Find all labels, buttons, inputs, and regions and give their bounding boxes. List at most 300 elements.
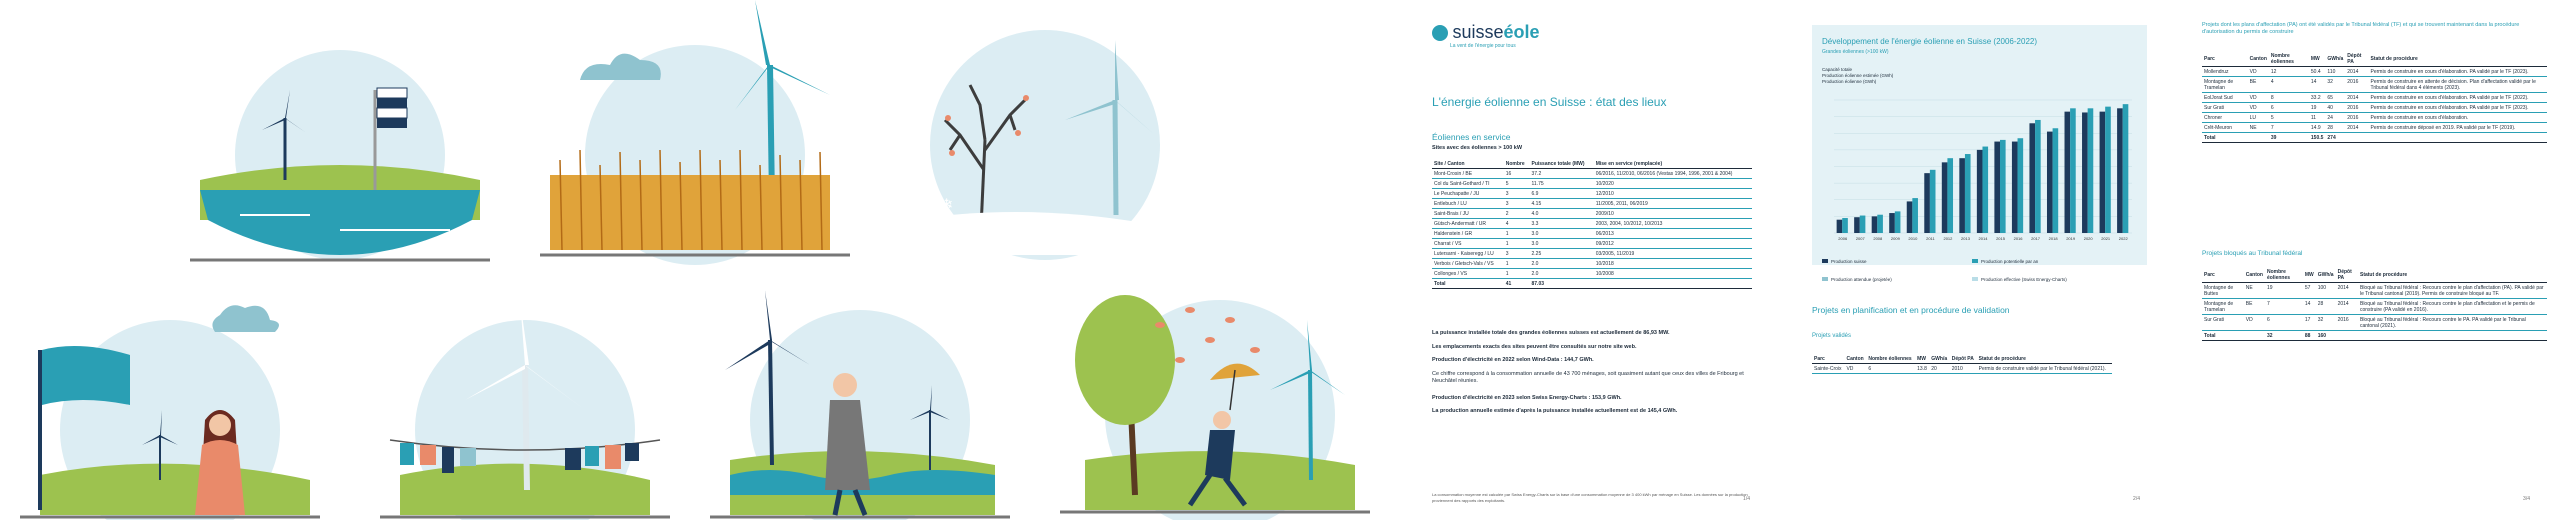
illustration-sea-windsock xyxy=(190,40,490,275)
table-cell: 14.9 xyxy=(2309,123,2326,133)
table-row xyxy=(2202,93,2547,103)
bar xyxy=(1924,173,1930,233)
bar xyxy=(1982,147,1988,233)
table-cell: 57 xyxy=(2303,283,2316,299)
table-cell: 32 xyxy=(2316,315,2336,331)
table-row xyxy=(2202,123,2547,133)
table-header-cell: Statut de procédure xyxy=(1977,355,2112,364)
table-cell: 1 xyxy=(1504,229,1530,239)
logo-icon xyxy=(1432,25,1448,41)
table-header-cell: Parc xyxy=(2202,268,2244,283)
table-header-cell: Site / Canton xyxy=(1432,160,1504,169)
table-cell: Mont-Crosin / BE xyxy=(1432,169,1504,179)
table-cell: VD xyxy=(2248,67,2269,77)
bar xyxy=(1872,216,1878,233)
bar xyxy=(2123,104,2129,233)
table-header-row xyxy=(1812,355,2112,364)
table-cell: Haldenstein / GR xyxy=(1432,229,1504,239)
logo-tagline: La vent de l'énergie pour tous xyxy=(1450,43,1516,49)
table-row xyxy=(1432,229,1752,239)
table-cell: 2.0 xyxy=(1530,259,1594,269)
table-row xyxy=(2202,283,2547,299)
illustration-woman-flag xyxy=(20,300,320,520)
table-cell: Mollendruz xyxy=(2202,67,2248,77)
chart-box xyxy=(1812,25,2147,282)
bar xyxy=(1965,154,1971,233)
table-cell: 41 xyxy=(1504,279,1530,289)
table-cell: 7 xyxy=(2269,123,2309,133)
table-cell: 274 xyxy=(2325,133,2345,143)
x-tick-label: 2019 xyxy=(2066,236,2076,241)
table-cell: Le Peuchapatte / JU xyxy=(1432,189,1504,199)
bar xyxy=(2088,108,2094,233)
table-cell: 13.8 xyxy=(1915,364,1929,374)
table-cell: NE xyxy=(2248,123,2269,133)
table-total-row xyxy=(2202,331,2547,341)
table-cell: 2014 xyxy=(2336,283,2358,299)
page-title: L'énergie éolienne en Suisse : état des lieux xyxy=(1432,95,1667,109)
table-cell: 65 xyxy=(2325,93,2345,103)
bar xyxy=(1912,198,1918,233)
table-header-cell: Nombre éoliennes xyxy=(2265,268,2303,283)
table-header-cell: Mise en service (remplacée) xyxy=(1594,160,1752,169)
table-cell: 32 xyxy=(2325,77,2345,93)
table-cell: 3.0 xyxy=(1530,239,1594,249)
table-cell: 4 xyxy=(2269,77,2309,93)
legend-label: Production potentielle par an xyxy=(1981,259,2039,264)
logo-text: suisse xyxy=(1452,22,1504,42)
table-cell xyxy=(2369,133,2548,143)
table-cell: 4.15 xyxy=(1530,199,1594,209)
table-cell: 5 xyxy=(2269,113,2309,123)
table-row xyxy=(1432,189,1752,199)
installations-table xyxy=(1432,160,1752,289)
table-header-row xyxy=(1432,160,1752,169)
table-row xyxy=(2202,103,2547,113)
table-cell: 10/2018 xyxy=(1594,259,1752,269)
table-cell: Entlebuch / LU xyxy=(1432,199,1504,209)
table-header-cell: GWh/a xyxy=(2325,52,2345,67)
legend-item xyxy=(1972,259,2122,264)
table-cell: Lutersarni - Kaiseregg / LU xyxy=(1432,249,1504,259)
table-header-cell: Nombre éoliennes xyxy=(1866,355,1915,364)
table-cell: 39 xyxy=(2269,133,2309,143)
table-cell: 6 xyxy=(2265,315,2303,331)
table-cell: Permis de construire en cours d'élaboration. xyxy=(2369,113,2548,123)
table-cell: 11/2005, 2011, 06/2019 xyxy=(1594,199,1752,209)
table-cell: 20 xyxy=(1929,364,1949,374)
x-tick-label: 2008 xyxy=(1873,236,1883,241)
table-cell: 12 xyxy=(2269,67,2309,77)
table-cell: 2009/10 xyxy=(1594,209,1752,219)
table-header-cell: Dépôt PA xyxy=(1950,355,1977,364)
legend-swatch xyxy=(1822,259,1828,263)
table-cell: 2016 xyxy=(2345,103,2368,113)
document-page-3 xyxy=(2180,0,2560,520)
table-cell: 24 xyxy=(2325,113,2345,123)
approved-projects-table xyxy=(2202,52,2547,143)
table-header-row xyxy=(2202,268,2547,283)
table-cell: 2014 xyxy=(2336,299,2358,315)
table-cell: Chroner xyxy=(2202,113,2248,123)
bar xyxy=(1947,158,1953,233)
table-cell: 28 xyxy=(2325,123,2345,133)
table-cell: 28 xyxy=(2316,299,2336,315)
svg-text:❄: ❄ xyxy=(1150,59,1161,73)
paragraph: La production annuelle estimée d'après la puissance installée actuellement est de 145,4 GWh. xyxy=(1432,408,1678,414)
table-cell: Verbois / Gletsch-Vals / VS xyxy=(1432,259,1504,269)
page-number: 2/4 xyxy=(2133,496,2140,502)
table-cell: Saint-Brais / JU xyxy=(1432,209,1504,219)
table-cell: 03/2005, 11/2019 xyxy=(1594,249,1752,259)
table-cell: 6 xyxy=(2269,103,2309,113)
table-cell: 50.4 xyxy=(2309,67,2326,77)
table-cell: 5 xyxy=(1504,179,1530,189)
table-cell xyxy=(2248,133,2269,143)
table-cell: 10/2008 xyxy=(1594,269,1752,279)
document-page-1 xyxy=(1410,0,1780,520)
table-header-cell: Canton xyxy=(1844,355,1866,364)
bar xyxy=(1889,213,1895,233)
table-cell: Col du Saint-Gothard / TI xyxy=(1432,179,1504,189)
x-tick-label: 2009 xyxy=(1890,236,1900,241)
table-cell xyxy=(2358,331,2547,341)
table-total-row xyxy=(2202,133,2547,143)
table-cell: 06/2013 xyxy=(1594,229,1752,239)
table-cell: Permis de construire en cours d'élaboration. PA validé par le TF (2023). xyxy=(2369,67,2548,77)
paragraph: Les emplacements exacts des sites peuvent être consultés sur notre site web. xyxy=(1432,343,1637,350)
table-row xyxy=(1432,199,1752,209)
x-tick-label: 2013 xyxy=(1961,236,1970,241)
table-cell: 1 xyxy=(1504,239,1530,249)
table-cell: 7 xyxy=(2265,299,2303,315)
chart-subtitle: Grandes éoliennes (>100 kW) xyxy=(1822,49,1889,55)
svg-text:❄: ❄ xyxy=(940,195,954,214)
table-cell: 09/2012 xyxy=(1594,239,1752,249)
paragraph: Production d'électricité en 2022 selon Wind-Data : 144,7 GWh. xyxy=(1432,357,1594,363)
table-cell: 06/2016, 11/2010, 06/2016 (Vestas 1994, 1996, 2001 & 2004) xyxy=(1594,169,1752,179)
bar xyxy=(2012,142,2018,233)
x-tick-label: 2021 xyxy=(2101,236,2111,241)
table-row xyxy=(2202,299,2547,315)
legend-label: Production suisse xyxy=(1831,259,1867,264)
x-tick-label: 2018 xyxy=(2048,236,2058,241)
table-row xyxy=(1432,239,1752,249)
blocked-projects-table xyxy=(2202,268,2547,341)
x-tick-label: 2010 xyxy=(1908,236,1918,241)
table-cell: Total xyxy=(2202,133,2248,143)
table-cell: 3 xyxy=(1504,199,1530,209)
page-number: 3/4 xyxy=(2523,496,2530,502)
table-cell: 2.0 xyxy=(1530,269,1594,279)
section-heading: Projets en planification et en procédure de validation xyxy=(1812,305,2010,315)
wheat-field xyxy=(550,175,830,250)
table-cell: LU xyxy=(2248,113,2269,123)
bar xyxy=(2035,120,2041,233)
table-header-cell: Canton xyxy=(2244,268,2265,283)
table-cell: 3 xyxy=(1504,189,1530,199)
validated-projects-table xyxy=(1812,355,2112,374)
table-cell: BE xyxy=(2248,77,2269,93)
table-cell: 16 xyxy=(1504,169,1530,179)
table-cell: VD xyxy=(2248,103,2269,113)
table-cell: 4.0 xyxy=(1530,209,1594,219)
table-row xyxy=(1432,169,1752,179)
table-cell: 32 xyxy=(2265,331,2303,341)
table-cell: 2016 xyxy=(2336,315,2358,331)
table-header-cell: Dépôt PA xyxy=(2345,52,2368,67)
chart-legend-bottom xyxy=(1822,250,2142,286)
x-tick-label: 2006 xyxy=(1838,236,1848,241)
table-row xyxy=(1432,259,1752,269)
table-row xyxy=(2202,77,2547,93)
paragraphs xyxy=(1432,330,1762,422)
x-tick-label: 2011 xyxy=(1926,236,1935,241)
table-cell: 10/2020 xyxy=(1594,179,1752,189)
table-cell: 2 xyxy=(1504,209,1530,219)
table-cell xyxy=(2244,331,2265,341)
table-row xyxy=(2202,315,2547,331)
table-header-cell: Nombre xyxy=(1504,160,1530,169)
table-cell: Montagne de Tramelan xyxy=(2202,77,2248,93)
bar xyxy=(1959,158,1965,233)
bar xyxy=(1942,162,1948,233)
table-cell: Montagne de Tramelan xyxy=(2202,299,2244,315)
table-cell: 3 xyxy=(1504,249,1530,259)
bar xyxy=(2070,108,2076,233)
table-cell: NE xyxy=(2244,283,2265,299)
bar xyxy=(2053,128,2059,233)
table1-wrap xyxy=(2202,52,2547,143)
table-cell: 6 xyxy=(1866,364,1915,374)
table-cell: Gütsch-Andermatt / UR xyxy=(1432,219,1504,229)
legend-item: Capacité totale xyxy=(1822,67,1853,72)
table-cell xyxy=(2345,133,2368,143)
table-header-cell: Statut de procédure xyxy=(2369,52,2548,67)
table-cell: 1 xyxy=(1504,269,1530,279)
table2-wrap xyxy=(2202,268,2547,341)
document-page-2 xyxy=(1790,0,2170,520)
legend-item xyxy=(1822,259,1972,264)
legend-swatch xyxy=(1972,277,1978,281)
legend-item xyxy=(1972,277,2122,282)
table-cell: 3.0 xyxy=(1530,229,1594,239)
table-cell: 87.03 xyxy=(1530,279,1594,289)
table-header-cell: Parc xyxy=(1812,355,1844,364)
table-cell: 6.9 xyxy=(1530,189,1594,199)
table-cell: Permis de construire en cours d'élaboration. PA validé par le TF (2023). xyxy=(2369,103,2548,113)
legend-label: Production effective (Swiss Energy-Charts) xyxy=(1981,277,2067,282)
table-header-row xyxy=(2202,52,2547,67)
table-cell: 150.5 xyxy=(2310,134,2324,141)
bar xyxy=(2000,140,2006,233)
table-cell: 37.2 xyxy=(1530,169,1594,179)
chart-title: Développement de l'énergie éolienne en Suisse (2006-2022) xyxy=(1822,37,2038,46)
x-tick-label: 2020 xyxy=(2083,236,2093,241)
illustration-laundry xyxy=(380,300,670,520)
bar xyxy=(1907,201,1913,233)
table-cell: 11 xyxy=(2309,113,2326,123)
page-number: 1/4 xyxy=(1743,496,1750,502)
table-cell: Permis de construire en cours d'élaboration. PA validé par le TF (2022). xyxy=(2369,93,2548,103)
table-cell: Permis de construire déposé en 2019. PA validé par le TF (2019). xyxy=(2369,123,2548,133)
table-cell: 110 xyxy=(2325,67,2345,77)
flag xyxy=(42,346,130,405)
x-tick-label: 2014 xyxy=(1978,236,1988,241)
table-cell: BE xyxy=(2244,299,2265,315)
table-cell: Montagne de Buttes xyxy=(2202,283,2244,299)
table-cell: 14 xyxy=(2303,299,2316,315)
table-header-cell: Dépôt PA xyxy=(2336,268,2358,283)
paragraph: Ce chiffre correspond à la consommation annuelle de 43 700 ménages, soit quasiment autant que ceux des villes de Fribourg et Neuchâtel réunies. xyxy=(1432,370,1744,384)
validated-table-wrap xyxy=(1812,355,2112,374)
section-heading: Projets bloqués au Tribunal fédéral xyxy=(2202,250,2303,257)
illustration-winter xyxy=(890,20,1190,270)
bar xyxy=(1977,150,1983,233)
legend-item: Production éolienne estimée (GWh) xyxy=(1822,73,1894,78)
table-cell: Bloqué au Tribunal fédéral : Recours contre le plan d'affectation (PA). PA validé par le Tribunal cantonal (2019). Permis de construire bloqué au TF. xyxy=(2358,283,2547,299)
x-tick-label: 2007 xyxy=(1855,236,1865,241)
table-cell: VD xyxy=(2248,93,2269,103)
bar xyxy=(1877,215,1883,233)
table-cell: Sur Grati xyxy=(2202,103,2248,113)
table-cell: Crêt-Meuron xyxy=(2202,123,2248,133)
x-tick-label: 2015 xyxy=(1996,236,2005,241)
paragraph: La puissance installée totale des grandes éoliennes suisses est actuellement de 86,93 MW. xyxy=(1432,330,1670,336)
bar xyxy=(2029,123,2035,233)
table-row xyxy=(1432,219,1752,229)
table-cell: Total xyxy=(1432,279,1504,289)
table-cell: 2016 xyxy=(2345,113,2368,123)
bar xyxy=(2100,112,2106,233)
table-cell: 2014 xyxy=(2345,93,2368,103)
table-header-cell: GWh/a xyxy=(1929,355,1949,364)
table-header-cell: Nombre éoliennes xyxy=(2269,52,2309,67)
table-total-row xyxy=(1432,279,1752,289)
table-row xyxy=(2202,113,2547,123)
table-cell: 3.3 xyxy=(1530,219,1594,229)
intro-text: Projets dont les plans d'affectation (PA) ont été validés par le Tribunal fédéral (TF) et qui se trouvent maintenant dans la procédure d'autorisation du permis de construire xyxy=(2202,22,2520,35)
table-header-cell: Parc xyxy=(2202,52,2248,67)
bar xyxy=(2018,138,2024,233)
table-cell: 17 xyxy=(2303,315,2316,331)
section-heading: Éoliennes en service xyxy=(1432,132,1511,142)
table-cell: Charrat / VS xyxy=(1432,239,1504,249)
table-row xyxy=(1812,364,2112,374)
illustration-man-coast xyxy=(710,290,1010,520)
bar xyxy=(1854,217,1860,233)
table-cell: 100 xyxy=(2316,283,2336,299)
table-cell: 14 xyxy=(2309,77,2326,93)
logo-accent: éole xyxy=(1503,22,1540,42)
cloud xyxy=(212,305,279,332)
table-cell: 2003, 2004, 10/2012, 10/2013 xyxy=(1594,219,1752,229)
snow xyxy=(910,212,1180,255)
table-cell: 2016 xyxy=(2345,77,2368,93)
table-cell: Sur Grati xyxy=(2202,315,2244,331)
bar xyxy=(1837,220,1843,233)
table-cell: VD xyxy=(1844,364,1866,374)
table-cell: 88 xyxy=(2303,331,2316,341)
x-tick-label: 2022 xyxy=(2118,236,2128,241)
table-cell: Collonges / VS xyxy=(1432,269,1504,279)
table-cell xyxy=(1594,279,1752,289)
table-header-cell: MW xyxy=(1915,355,1929,364)
table-cell: 160 xyxy=(2316,331,2336,341)
x-tick-label: 2017 xyxy=(2031,236,2041,241)
table-cell: 40 xyxy=(2325,103,2345,113)
table-header-cell: MW xyxy=(2309,52,2326,67)
logo xyxy=(1432,22,1540,50)
table-cell xyxy=(2336,331,2358,341)
table-cell: EolJorat Sud xyxy=(2202,93,2248,103)
table-header-cell: Statut de procédure xyxy=(2358,268,2547,283)
table-cell: Permis de construire en attente de décision. Plan d'affectation validé par le Tribunal fédéral dans 4 éléments (2023). xyxy=(2369,77,2548,93)
table-cell: 19 xyxy=(2265,283,2303,299)
table-row xyxy=(1432,209,1752,219)
table-cell: 2010 xyxy=(1950,364,1977,374)
legend-swatch xyxy=(1822,277,1828,281)
table-header-cell: Canton xyxy=(2248,52,2269,67)
table-cell: 8 xyxy=(2269,93,2309,103)
legend-item xyxy=(1822,277,1972,282)
bar xyxy=(1895,211,1901,233)
x-tick-label: 2016 xyxy=(2013,236,2023,241)
table-cell: 2014 xyxy=(2345,123,2368,133)
illustration-umbrella-storm xyxy=(1060,280,1370,520)
x-tick-label: 2012 xyxy=(1943,236,1953,241)
table-cell: Bloqué au Tribunal fédéral : Recours contre le PA. PA validé par le Tribunal cantonal (2021). xyxy=(2358,315,2547,331)
subsection-heading: Projets validés xyxy=(1812,333,1852,339)
bar xyxy=(1860,216,1866,233)
table-cell: Permis de construire validé par le Tribunal fédéral (2021). xyxy=(1977,364,2112,374)
table-row xyxy=(1432,269,1752,279)
bar-chart xyxy=(1812,25,2147,265)
footnote: La consommation moyenne est calculée par Swiss Energy-Charts sur la base d'une consommation moyenne de 3 400 kWh par ménage en Suisse. Les données sur la production proviennent des rapports des exploitants. xyxy=(1432,492,1748,503)
table-cell: 4 xyxy=(1504,219,1530,229)
bar xyxy=(2105,107,2111,233)
installations-table-wrap xyxy=(1432,160,1752,289)
table-row xyxy=(1432,249,1752,259)
table-header-cell: GWh/a xyxy=(2316,268,2336,283)
subsection-heading: Sites avec des éoliennes > 100 kW xyxy=(1432,145,1523,151)
bar xyxy=(1930,170,1936,233)
bar xyxy=(2117,108,2123,233)
table-cell: Sainte-Croix xyxy=(1812,364,1844,374)
illustration-wheatfield xyxy=(540,0,850,265)
bar xyxy=(2047,132,2053,233)
table-cell: 2014 xyxy=(2345,67,2368,77)
legend-swatch xyxy=(1972,259,1978,263)
table-header-cell: Puissance totale (MW) xyxy=(1530,160,1594,169)
bar xyxy=(2082,112,2088,233)
table-cell: 33.2 xyxy=(2309,93,2326,103)
table-cell: Bloqué au Tribunal fédéral : Recours contre le plan d'affectation et le permis de construire (PA validé en 2016). xyxy=(2358,299,2547,315)
table-cell: 19 xyxy=(2309,103,2326,113)
table-cell: 2.25 xyxy=(1530,249,1594,259)
legend-item: Production éolienne (GWh) xyxy=(1822,79,1877,84)
paragraph: Production d'électricité en 2023 selon Swiss Energy-Charts : 153,9 GWh. xyxy=(1432,394,1622,401)
table-cell: 12/2010 xyxy=(1594,189,1752,199)
sea xyxy=(200,190,480,255)
table-cell: VD xyxy=(2244,315,2265,331)
bar xyxy=(2065,112,2071,233)
table-row xyxy=(1432,179,1752,189)
table-cell: 1 xyxy=(1504,259,1530,269)
table-header-cell: MW xyxy=(2303,268,2316,283)
bar xyxy=(1842,218,1848,233)
table-row xyxy=(2202,67,2547,77)
